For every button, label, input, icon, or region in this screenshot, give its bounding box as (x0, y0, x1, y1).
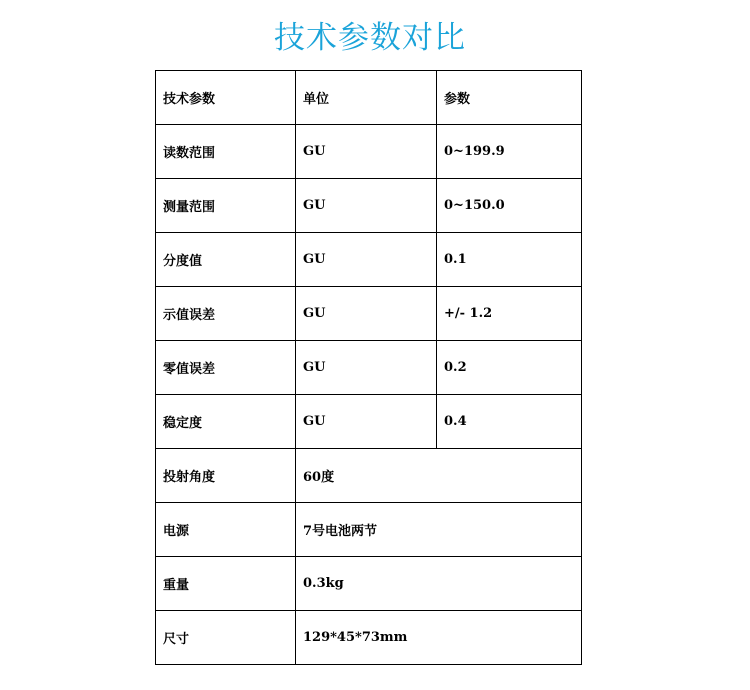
table-row (156, 179, 582, 233)
param-cell: 投射角度 (156, 449, 296, 503)
header-value: 参数 (437, 71, 582, 125)
page-title: 技术参数对比 (274, 20, 466, 56)
value-cell: 60度 (296, 449, 582, 503)
table-row (156, 125, 582, 179)
value-cell: 7号电池两节 (296, 503, 582, 557)
table-row (156, 341, 582, 395)
value-cell: +/- 1.2 (437, 287, 582, 341)
param-cell: 电源 (156, 503, 296, 557)
unit-cell: GU (296, 125, 437, 179)
spec-table (155, 70, 582, 665)
table-row (156, 233, 582, 287)
param-cell: 读数范围 (156, 125, 296, 179)
table-row (156, 557, 582, 611)
value-cell: 0.1 (437, 233, 582, 287)
unit-cell: GU (296, 179, 437, 233)
table-row (156, 395, 582, 449)
table-row (156, 611, 582, 665)
unit-cell: GU (296, 395, 437, 449)
value-cell: 0~199.9 (437, 125, 582, 179)
param-cell: 重量 (156, 557, 296, 611)
unit-cell: GU (296, 233, 437, 287)
param-cell: 稳定度 (156, 395, 296, 449)
value-cell: 0.3kg (296, 557, 582, 611)
param-cell: 测量范围 (156, 179, 296, 233)
value-cell: 0.4 (437, 395, 582, 449)
header-param: 技术参数 (156, 71, 296, 125)
param-cell: 示值误差 (156, 287, 296, 341)
table-row (156, 503, 582, 557)
param-cell: 零值误差 (156, 341, 296, 395)
table-row (156, 449, 582, 503)
unit-cell: GU (296, 287, 437, 341)
header-unit: 单位 (296, 71, 437, 125)
table-header-row (156, 71, 582, 125)
param-cell: 分度值 (156, 233, 296, 287)
value-cell: 0~150.0 (437, 179, 582, 233)
unit-cell: GU (296, 341, 437, 395)
table-row (156, 287, 582, 341)
value-cell: 0.2 (437, 341, 582, 395)
param-cell: 尺寸 (156, 611, 296, 665)
value-cell: 129*45*73mm (296, 611, 582, 665)
